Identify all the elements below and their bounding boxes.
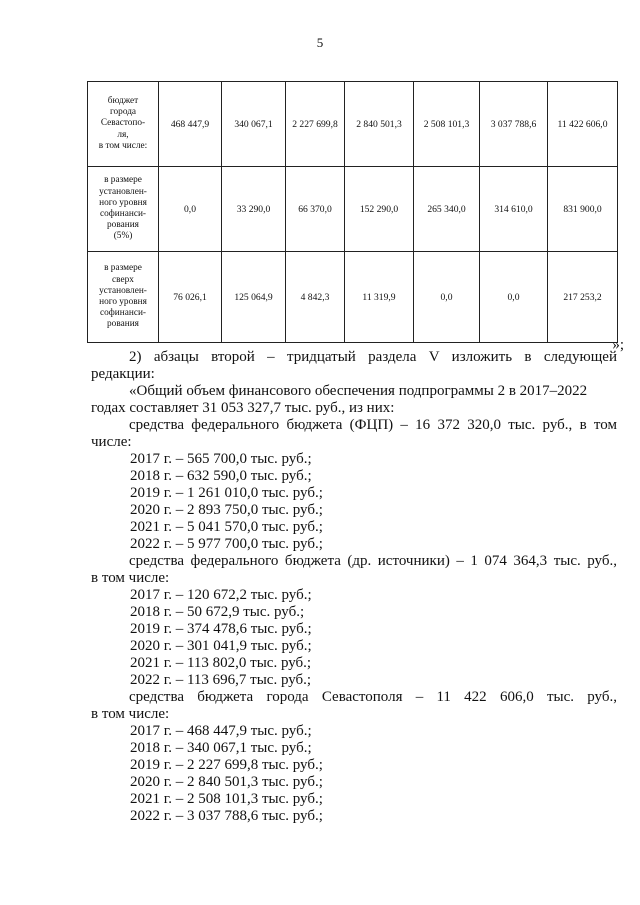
budget-table bbox=[87, 81, 618, 343]
row-label-line: (5%) bbox=[113, 231, 133, 242]
table-cell: 2 508 101,3 bbox=[414, 82, 480, 167]
row-label-line: ного уровня bbox=[99, 197, 147, 208]
row-label-line: софинанси- bbox=[99, 308, 147, 319]
table-cell: 0,0 bbox=[159, 167, 222, 252]
row-label-line: установлен- bbox=[99, 186, 147, 197]
row-label bbox=[88, 252, 159, 343]
year-line: 2021 г. – 5 041 570,0 тыс. руб.; bbox=[130, 519, 323, 535]
quote-close-mark: »; bbox=[612, 337, 624, 353]
table-cell: 66 370,0 bbox=[286, 167, 345, 252]
document-body bbox=[91, 349, 617, 825]
year-line: 2018 г. – 632 590,0 тыс. руб.; bbox=[130, 468, 312, 484]
row-label-line: сверх bbox=[112, 274, 134, 285]
paragraph-total-funding-continuation: годах составляет 31 053 327,7 тыс. руб., из них: bbox=[91, 400, 395, 416]
row-label bbox=[88, 82, 159, 167]
year-line: 2018 г. – 340 067,1 тыс. руб.; bbox=[130, 740, 312, 756]
year-line: 2019 г. – 2 227 699,8 тыс. руб.; bbox=[130, 757, 323, 773]
table-cell: 2 227 699,8 bbox=[286, 82, 345, 167]
year-line: 2021 г. – 2 508 101,3 тыс. руб.; bbox=[130, 791, 323, 807]
city-budget-years bbox=[91, 723, 617, 825]
year-line: 2017 г. – 468 447,9 тыс. руб.; bbox=[130, 723, 312, 739]
row-label-line: установлен- bbox=[99, 285, 147, 296]
row-label-line: города bbox=[109, 107, 137, 118]
item-2-line: 2) абзацы второй – тридцатый раздела V изложить в следующей bbox=[129, 349, 617, 365]
table-cell: 340 067,1 bbox=[222, 82, 286, 167]
row-label-line: рования bbox=[107, 220, 139, 231]
paragraph-total-funding: «Общий объем финансового обеспечения подпрограммы 2 в 2017–2022 bbox=[129, 383, 588, 399]
table-cell: 76 026,1 bbox=[159, 252, 222, 343]
table-row bbox=[88, 252, 618, 343]
year-line: 2017 г. – 565 700,0 тыс. руб.; bbox=[130, 451, 312, 467]
year-line: 2019 г. – 374 478,6 тыс. руб.; bbox=[130, 621, 312, 637]
table-cell: 2 840 501,3 bbox=[345, 82, 414, 167]
row-label bbox=[88, 167, 159, 252]
federal-other-years bbox=[91, 587, 617, 689]
year-line: 2019 г. – 1 261 010,0 тыс. руб.; bbox=[130, 485, 323, 501]
table-cell: 11 319,9 bbox=[345, 252, 414, 343]
table-cell: 4 842,3 bbox=[286, 252, 345, 343]
row-label-line: бюджет bbox=[107, 95, 139, 106]
year-line: 2022 г. – 3 037 788,6 тыс. руб.; bbox=[130, 808, 323, 824]
federal-fcp-line: средства федерального бюджета (ФЦП) – 16 372 320,0 тыс. руб., в том bbox=[129, 417, 617, 433]
row-label-line: Севастопо- bbox=[100, 118, 146, 129]
table-cell: 217 253,2 bbox=[548, 252, 618, 343]
year-line: 2021 г. – 113 802,0 тыс. руб.; bbox=[130, 655, 312, 671]
row-label-line: в том числе: bbox=[98, 140, 148, 151]
city-budget-continuation: в том числе: bbox=[91, 706, 170, 722]
row-label-line: рования bbox=[107, 319, 139, 330]
year-line: 2022 г. – 113 696,7 тыс. руб.; bbox=[130, 672, 312, 688]
row-label-line: ля, bbox=[117, 129, 129, 140]
item-2-continuation: редакции: bbox=[91, 366, 155, 382]
table-cell: 314 610,0 bbox=[480, 167, 548, 252]
row-label-line: софинанси- bbox=[99, 209, 147, 219]
city-budget-line: средства бюджета города Севастополя – 11 422 606,0 тыс. руб., bbox=[129, 689, 617, 705]
table-cell: 3 037 788,6 bbox=[480, 82, 548, 167]
table-cell: 0,0 bbox=[480, 252, 548, 343]
table-cell: 33 290,0 bbox=[222, 167, 286, 252]
page-number: 5 bbox=[316, 35, 324, 50]
year-line: 2020 г. – 2 893 750,0 тыс. руб.; bbox=[130, 502, 323, 518]
federal-other-line: средства федерального бюджета (др. источники) – 1 074 364,3 тыс. руб., bbox=[129, 553, 617, 569]
year-line: 2017 г. – 120 672,2 тыс. руб.; bbox=[130, 587, 312, 603]
table-cell: 468 447,9 bbox=[159, 82, 222, 167]
year-line: 2020 г. – 301 041,9 тыс. руб.; bbox=[130, 638, 312, 654]
table-cell: 265 340,0 bbox=[414, 167, 480, 252]
table-row bbox=[88, 82, 618, 167]
row-label-line: в размере bbox=[104, 263, 142, 274]
federal-other-continuation: в том числе: bbox=[91, 570, 170, 586]
table-cell: 125 064,9 bbox=[222, 252, 286, 343]
table-cell: 152 290,0 bbox=[345, 167, 414, 252]
federal-fcp-years bbox=[91, 451, 617, 553]
year-line: 2020 г. – 2 840 501,3 тыс. руб.; bbox=[130, 774, 323, 790]
row-label-line: в размере bbox=[104, 175, 142, 186]
table-cell: 0,0 bbox=[414, 252, 480, 343]
year-line: 2018 г. – 50 672,9 тыс. руб.; bbox=[130, 604, 305, 620]
year-line: 2022 г. – 5 977 700,0 тыс. руб.; bbox=[130, 536, 323, 552]
table-cell: 11 422 606,0 bbox=[548, 82, 618, 167]
table-row bbox=[88, 167, 618, 252]
row-label-line: ного уровня bbox=[99, 297, 147, 307]
federal-fcp-continuation: числе: bbox=[91, 434, 132, 450]
table-cell: 831 900,0 bbox=[548, 167, 618, 252]
